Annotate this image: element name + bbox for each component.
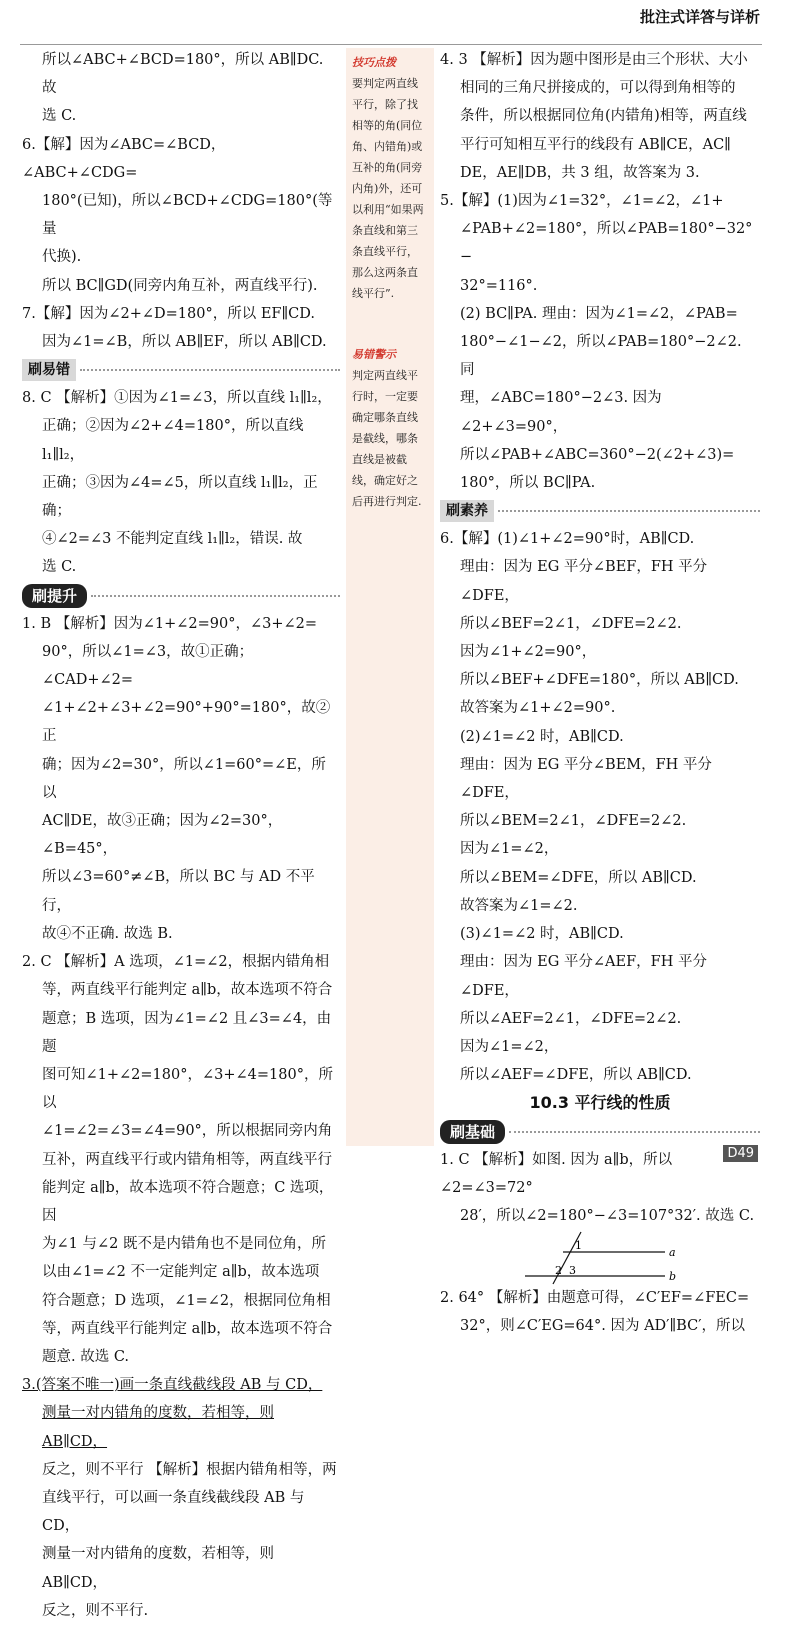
text-line: 4. 3 【解析】因为题中图形是由三个形状、大小 — [440, 52, 748, 68]
text-line: 6.【解】因为∠ABC=∠BCD，∠ABC+∠CDG= — [22, 136, 226, 181]
text-line: 6.【解】(1)∠1+∠2=90°时，AB∥CD. — [440, 531, 695, 548]
text-line: 选 C. — [42, 559, 77, 576]
text-line: 故答案为∠1=∠2. — [460, 897, 578, 914]
text-line: 所以∠ABC+∠BCD=180°，所以 AB∥DC. 故 — [42, 52, 324, 97]
text-line: 题意；B 选项，因为∠1=∠2 且∠3=∠4，由题 — [42, 1010, 332, 1055]
text-line: 选 C. — [42, 108, 77, 125]
section-bar — [440, 497, 760, 525]
left-column — [22, 46, 340, 1625]
text-line: 等，两直线平行能判定 a∥b，故本选项不符合 — [42, 1320, 333, 1337]
text-line: 所以∠BEM=∠DFE，所以 AB∥CD. — [460, 869, 697, 886]
note-title: 技巧点拨 — [352, 56, 396, 69]
text-line: 正确；③因为∠4=∠5，所以直线 l₁∥l₂，正确； — [42, 474, 318, 520]
text-line: 因为∠1=∠2， — [460, 1038, 559, 1055]
section-bar — [22, 582, 340, 610]
text-line: 为∠1 与∠2 既不是内错角也不是同位角，所 — [42, 1236, 326, 1253]
text-line: 理由：因为 EG 平分∠BEF，FH 平分∠DFE， — [460, 559, 708, 604]
section-label: 刷提升 — [22, 584, 87, 608]
text-line: 正确；②因为∠2+∠4=180°，所以直线 l₁∥l₂， — [42, 418, 304, 463]
text-line: 180°(已知)，所以∠BCD+∠CDG=180°(等量 — [42, 193, 333, 238]
text-line: (2)∠1=∠2 时，AB∥CD. — [460, 728, 624, 745]
svg-text:a: a — [669, 1246, 676, 1260]
text-line: 能判定 a∥b，故本选项不符合题意；C 选项，因 — [42, 1179, 334, 1224]
text-line: 故答案为∠1+∠2=90°. — [460, 700, 616, 717]
text-line: 所以∠3=60°≠∠B，所以 BC 与 AD 不平行， — [42, 869, 315, 914]
text-line: ∠1=∠2=∠3=∠4=90°，所以根据同旁内角 — [42, 1123, 333, 1140]
section-label: 刷易错 — [22, 359, 76, 381]
parallel-lines-figure — [440, 1230, 760, 1284]
dotted-rule — [91, 595, 340, 597]
text-line: 7.【解】因为∠2+∠D=180°，所以 EF∥CD. — [22, 305, 315, 322]
text-line: 32°，则∠C′EG=64°. 因为 AD′∥BC′，所以 — [460, 1318, 745, 1335]
section-label: 刷基础 — [440, 1120, 505, 1144]
text-line: 因为∠1=∠2， — [460, 841, 559, 858]
text-line: 因为∠1+∠2=90°， — [460, 644, 597, 661]
text-line: 5.【解】(1)因为∠1=32°，∠1=∠2，∠1+ — [440, 193, 724, 210]
text-line: 理，∠ABC=180°−2∠3. 因为∠2+∠3=90°， — [460, 390, 662, 435]
section-bar — [440, 1118, 760, 1146]
text-line: 所以∠BEF+∠DFE=180°，所以 AB∥CD. — [460, 672, 739, 689]
svg-text:1: 1 — [575, 1239, 582, 1253]
page-header-title: 批注式详答与详析 — [639, 8, 760, 26]
text-line: 1. C 【解析】如图. 因为 a∥b，所以∠2=∠3=72° — [440, 1151, 673, 1196]
text-line: 所以∠BEM=2∠1，∠DFE=2∠2. — [460, 813, 687, 830]
text-line: 所以∠AEF=2∠1，∠DFE=2∠2. — [460, 1010, 682, 1027]
text-line: 8. C 【解析】①因为∠1=∠3，所以直线 l₁∥l₂， — [22, 390, 332, 407]
svg-text:b: b — [669, 1270, 677, 1284]
dotted-rule — [509, 1131, 760, 1133]
dotted-rule — [498, 510, 760, 512]
note-text: 判定两直线平行时，一定要确定哪条直线是截线，哪条直线是被截线，确定好之后再进行判定. — [352, 369, 422, 508]
text-line: 以由∠1=∠2 不一定能判定 a∥b，故本选项 — [42, 1264, 320, 1281]
text-line: 理由：因为 EG 平分∠AEF，FH 平分∠DFE， — [460, 954, 707, 999]
text-line: (3)∠1=∠2 时，AB∥CD. — [460, 926, 624, 943]
side-notes — [346, 48, 434, 1146]
svg-text:3: 3 — [569, 1264, 576, 1278]
text-line: AC∥DE，故③正确；因为∠2=30°，∠B=45°， — [42, 813, 283, 858]
text-line: 180°−∠1−∠2，所以∠PAB=180°−2∠2. 同 — [460, 334, 742, 379]
text-line: 测量一对内错角的度数，若相等，则 AB∥CD， — [42, 1546, 274, 1591]
right-column — [440, 46, 760, 1341]
text-line: 测量一对内错角的度数，若相等，则 AB∥CD， — [42, 1405, 274, 1450]
section-label: 刷素养 — [440, 500, 494, 522]
text-line: 相同的三角尺拼接成的，可以得到角相等的 — [460, 80, 736, 97]
text-line: 所以∠BEF=2∠1，∠DFE=2∠2. — [460, 615, 682, 632]
text-line: 代换). — [42, 249, 82, 266]
text-line: 直线平行，可以画一条直线截线段 AB 与 CD， — [42, 1489, 305, 1535]
text-line: 2. 64° 【解析】由题意可得，∠C′EF=∠FEC= — [440, 1290, 750, 1307]
text-line: 互补，两直线平行或内错角相等，两直线平行 — [42, 1151, 332, 1168]
note-text: 要判定两直线平行，除了找相等的角(同位角、内错角)或互补的角(同旁内角)外，还可以利用“如果两条直线和第三条直线平行，那么这两条直线平行”. — [352, 77, 424, 300]
svg-text:2: 2 — [555, 1264, 562, 1278]
section-heading: 10.3 平行线的性质 — [529, 1093, 671, 1113]
text-line: 平行可知相互平行的线段有 AB∥CE，AC∥ — [460, 136, 731, 153]
text-line: 所以∠AEF=∠DFE，所以 AB∥CD. — [460, 1067, 692, 1084]
section-bar — [22, 356, 340, 384]
page-number: D49 — [723, 1145, 758, 1162]
text-line: 故④不正确. 故选 B. — [42, 925, 173, 942]
text-line: ∠PAB+∠2=180°，所以∠PAB=180°−32°− — [460, 221, 753, 266]
text-line: 符合题意；D 选项，∠1=∠2，根据同位角相 — [42, 1292, 331, 1309]
text-line: 确；因为∠2=30°，所以∠1=60°=∠E，所以 — [42, 756, 326, 801]
text-line: 所以∠PAB+∠ABC=360°−2(∠2+∠3)= — [460, 446, 735, 463]
text-line: ④∠2=∠3 不能判定直线 l₁∥l₂，错误. 故 — [42, 531, 303, 548]
text-line: DE，AE∥DB，共 3 组，故答案为 3. — [460, 164, 700, 181]
text-line: 28′，所以∠2=180°−∠3=107°32′. 故选 C. — [460, 1207, 755, 1224]
text-line: 1. B 【解析】因为∠1+∠2=90°，∠3+∠2= — [22, 615, 318, 632]
text-line: 反之，则不平行 【解析】根据内错角相等，两 — [42, 1461, 337, 1478]
text-line: 32°=116°. — [460, 277, 538, 294]
text-line: 反之，则不平行. — [42, 1602, 149, 1619]
dotted-rule — [80, 369, 340, 371]
text-line: 180°，所以 BC∥PA. — [460, 475, 596, 492]
text-line: 等，两直线平行能判定 a∥b，故本选项不符合 — [42, 982, 333, 999]
header-divider — [20, 44, 762, 45]
text-line: 题意. 故选 C. — [42, 1348, 130, 1365]
text-line: 因为∠1=∠B，所以 AB∥EF，所以 AB∥CD. — [42, 334, 327, 351]
text-line: 理由：因为 EG 平分∠BEM，FH 平分∠DFE， — [460, 756, 712, 802]
note-title: 易错警示 — [352, 348, 396, 361]
text-line: ∠1+∠2+∠3+∠2=90°+90°=180°，故②正 — [42, 700, 331, 745]
text-line: 90°，所以∠1=∠3，故①正确；∠CAD+∠2= — [42, 643, 254, 689]
text-line: 2. C 【解析】A 选项，∠1=∠2，根据内错角相 — [22, 954, 330, 971]
text-line: 条件，所以根据同位角(内错角)相等，两直线 — [460, 108, 747, 125]
text-line: 3.(答案不唯一)画一条直线截线段 AB 与 CD， — [22, 1377, 323, 1394]
text-line: 所以 BC∥GD(同旁内角互补，两直线平行). — [42, 277, 318, 294]
text-line: 图可知∠1+∠2=180°，∠3+∠4=180°，所以 — [42, 1066, 333, 1112]
text-line: (2) BC∥PA. 理由：因为∠1=∠2，∠PAB= — [460, 305, 738, 322]
